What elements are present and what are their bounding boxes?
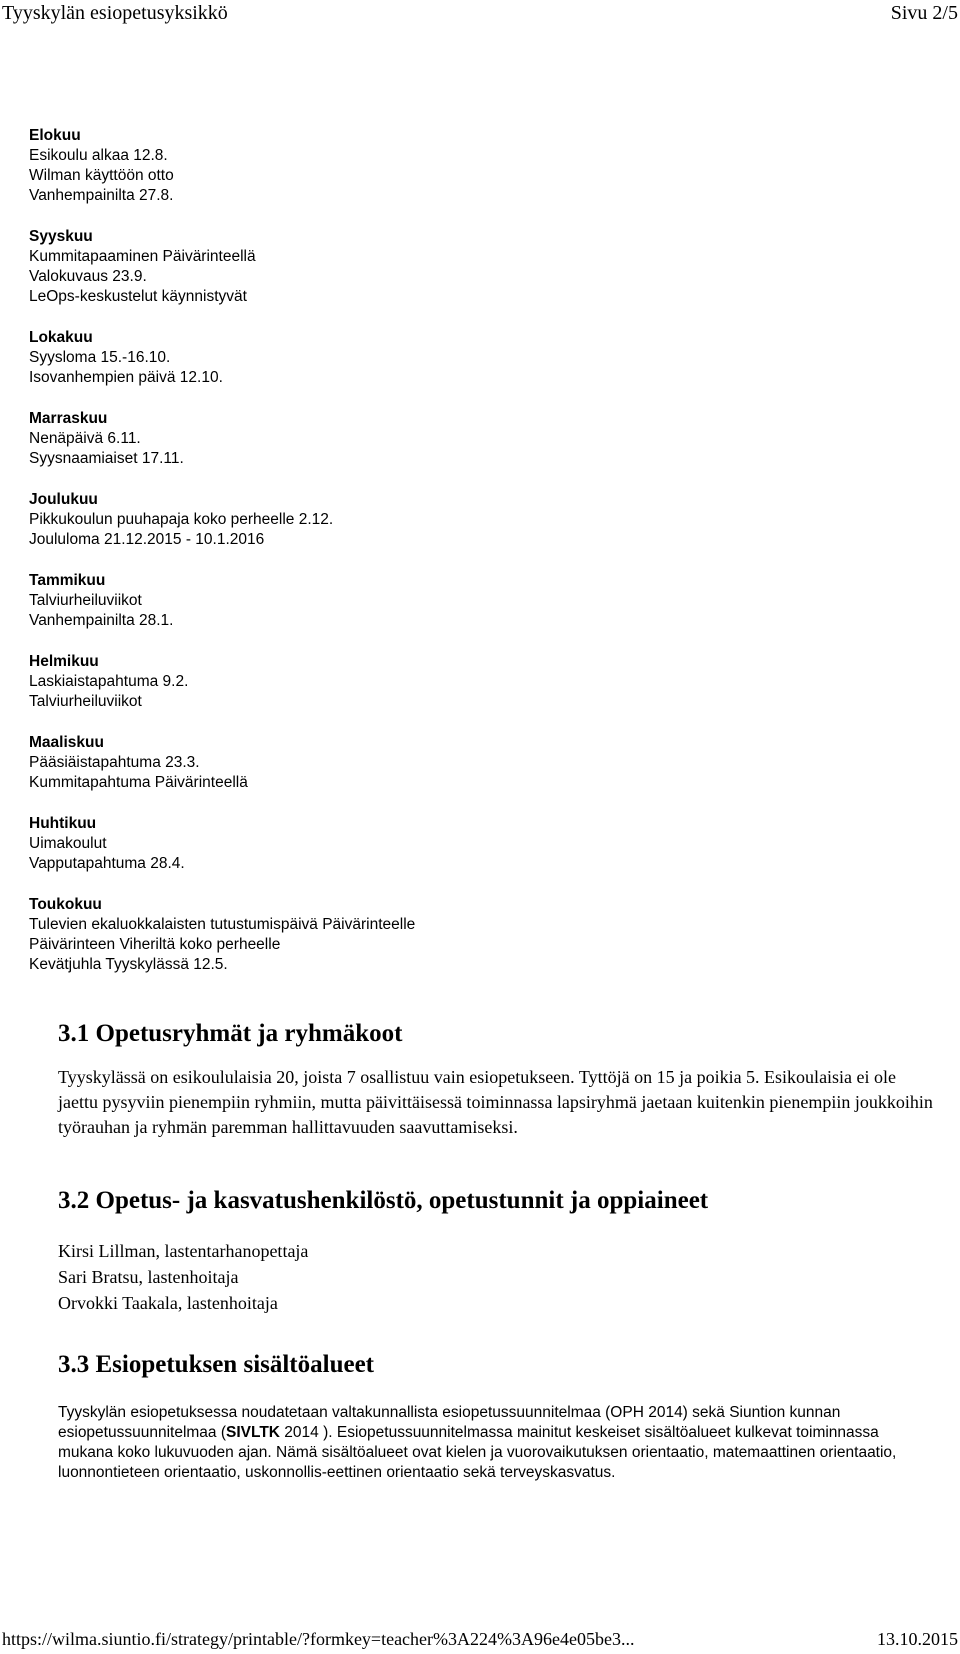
page-footer — [0, 1628, 960, 1654]
calendar-event: Kevätjuhla Tyyskylässä 12.5. — [29, 956, 228, 973]
page-number: Sivu 2/5 — [890, 2, 958, 24]
month-name: Lokakuu — [29, 329, 93, 346]
calendar-event: Syysloma 15.-16.10. — [29, 349, 171, 366]
month-block — [29, 814, 909, 874]
month-name: Marraskuu — [29, 410, 108, 427]
calendar-event: Syysnaamiaiset 17.11. — [29, 450, 184, 467]
section-3-1-text: Tyyskylässä on esikoululaisia 20, joista 7 osallistuu vain esiopetukseen. Tyttöjä on 15 ja poikia 5. Esikoulaisia ei ole jaettu pysyviin pienempiin ryhmiin, mutta päivittäisessä toiminnassa lapsiryhmä jaetaan kuitenkin pienempiin joukkoihin työrauhan ja ryhmän paremman hallittavuuden saavuttamiseksi. — [58, 1067, 933, 1137]
section-3-3-text — [58, 1403, 938, 1483]
section-3-1-heading: 3.1 Opetusryhmät ja ryhmäkoot — [58, 1020, 403, 1047]
month-block — [29, 733, 909, 793]
calendar-event: Nenäpäivä 6.11. — [29, 430, 141, 447]
month-block — [29, 571, 909, 631]
month-block — [29, 227, 909, 307]
month-name: Toukokuu — [29, 896, 102, 913]
month-name: Helmikuu — [29, 653, 99, 670]
month-name: Huhtikuu — [29, 815, 97, 832]
footer-date: 13.10.2015 — [877, 1629, 958, 1649]
staff-item: Orvokki Taakala, lastenhoitaja — [58, 1293, 278, 1313]
month-name: Joulukuu — [29, 491, 98, 508]
footer-url: https://wilma.siuntio.fi/strategy/printable/?formkey=teacher%3A224%3A96e4e05be3... — [2, 1629, 635, 1649]
page-header — [0, 0, 960, 40]
calendar-event: Wilman käyttöön otto — [29, 167, 174, 184]
calendar-event: Vanhempainilta 27.8. — [29, 187, 174, 204]
document-sections — [58, 1019, 938, 1483]
month-block — [29, 490, 909, 550]
calendar-event: Pääsiäistapahtuma 23.3. — [29, 754, 200, 771]
calendar-event: Talviurheiluviikot — [29, 592, 142, 609]
month-name: Tammikuu — [29, 572, 106, 589]
section-3-2-heading: 3.2 Opetus- ja kasvatushenkilöstö, opetustunnit ja oppiaineet — [58, 1187, 709, 1214]
calendar-event: Esikoulu alkaa 12.8. — [29, 147, 168, 164]
month-block — [29, 409, 909, 469]
section-3-3-heading: 3.3 Esiopetuksen sisältöalueet — [58, 1351, 375, 1378]
section-3-3-text-part: Tyyskylän esiopetuksessa noudatetaan valtakunnallista esiopetussuunnitelmaa (OPH 2014) sekä Siuntion kunnan esiopetussuunnitelmaa ( — [58, 1404, 841, 1441]
calendar-event: Kummitapaaminen Päivärinteellä — [29, 248, 256, 265]
calendar-event: Laskiaistapahtuma 9.2. — [29, 673, 189, 690]
section-3-3-text-part: 2014 ). Esiopetussuunnitelmassa mainitut keskeiset sisältöalueet kulkevat toiminnassa mukana koko lukuvuoden ajan. Nämä sisältöalueet ovat kielen ja vuorovaikutuksen orientaatio, matemaattinen orientaatio, luonnontieteen orientaatio, uskonnollis-eettinen orientaatio sekä terveyskasvatus. — [58, 1424, 897, 1481]
calendar-event: Valokuvaus 23.9. — [29, 268, 147, 285]
calendar-event: Pikkukoulun puuhapaja koko perheelle 2.12. — [29, 511, 334, 528]
month-name: Syyskuu — [29, 228, 93, 245]
staff-item: Kirsi Lillman, lastentarhanopettaja — [58, 1241, 309, 1261]
calendar-event: LeOps-keskustelut käynnistyvät — [29, 288, 247, 305]
calendar-event: Tulevien ekaluokkalaisten tutustumispäivä Päivärinteelle — [29, 916, 416, 933]
month-block — [29, 126, 909, 206]
month-name: Maaliskuu — [29, 734, 104, 751]
calendar-event: Vanhempainilta 28.1. — [29, 612, 174, 629]
staff-item: Sari Bratsu, lastenhoitaja — [58, 1267, 239, 1287]
calendar-event: Isovanhempien päivä 12.10. — [29, 369, 223, 386]
month-block — [29, 328, 909, 388]
calendar-event: Kummitapahtuma Päivärinteellä — [29, 774, 248, 791]
calendar-event: Talviurheiluviikot — [29, 693, 142, 710]
month-block — [29, 652, 909, 712]
document-title: Tyyskylän esiopetusyksikkö — [2, 2, 228, 24]
calendar-event: Uimakoulut — [29, 835, 107, 852]
calendar-event: Joululoma 21.12.2015 - 10.1.2016 — [29, 531, 265, 548]
yearly-calendar — [29, 126, 909, 996]
month-name: Elokuu — [29, 127, 81, 144]
calendar-event: Vapputapahtuma 28.4. — [29, 855, 185, 872]
month-block — [29, 895, 909, 975]
section-3-3-text-bold: SIVLTK — [226, 1424, 280, 1441]
staff-list — [58, 1238, 938, 1316]
calendar-event: Päivärinteen Viheriltä koko perheelle — [29, 936, 281, 953]
